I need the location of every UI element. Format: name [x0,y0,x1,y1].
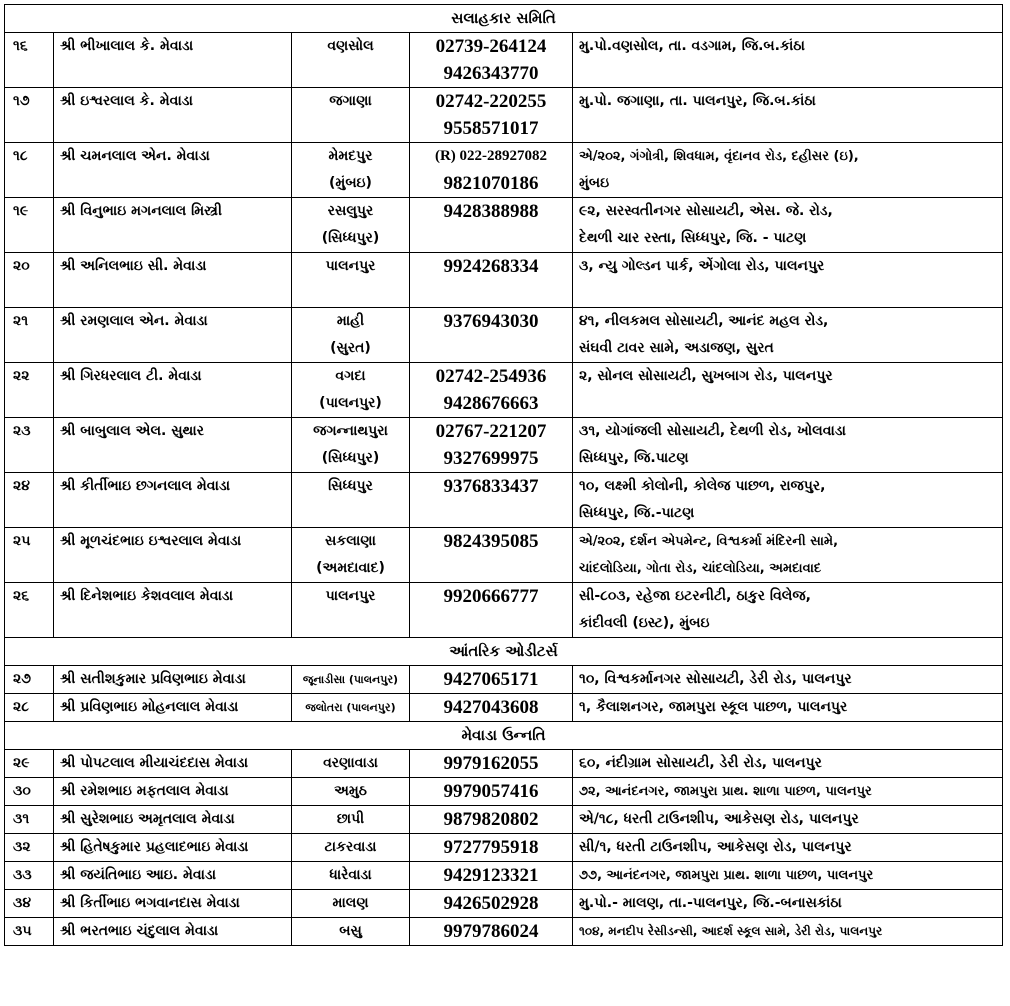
member-address-2 [573,60,1003,88]
serial-number-cont [5,610,54,638]
member-address-2: મુંબઇ [573,170,1003,198]
member-place: પાલનપુર [292,253,410,281]
table-row [5,198,1003,226]
serial-number: ૨૮ [5,694,54,722]
member-address: એ/૨૦૨, દર્શન એપમેન્ટ, વિશ્વકર્મા મંદિરની સામે, [573,528,1003,556]
member-name: શ્રી જયંતિભાઇ આઇ. મેવાડા [54,862,292,890]
member-phone: 9426502928 [410,890,573,918]
member-address: એ/૨૦૨, ગંગોત્રી, શિવધામ, વૃંદાનવ રોડ, દહીસર (ઇ), [573,143,1003,171]
member-address: મુ.પો.- માલણ, તા.-પાલનપુર, જિ.-બનાસકાંઠા [573,890,1003,918]
member-name: શ્રી ગિરધરલાલ ટી. મેવાડા [54,363,292,391]
member-phone: 9824395085 [410,528,573,556]
member-address: મુ.પો. જગાણા, તા. પાલનપુર, જિ.બ.કાંઠા [573,88,1003,116]
serial-number-cont [5,60,54,88]
member-place: જૂનાડીસા (પાલનપુર) [292,666,410,694]
serial-number: ૩૧ [5,806,54,834]
table-row [5,528,1003,556]
member-phone-2 [410,225,573,253]
member-address: ૩, ન્યુ ગોલ્ડન પાર્ક, એંગોલા રોડ, પાલનપુર [573,253,1003,281]
member-place-2: (સિધ્ધપુર) [292,225,410,253]
table-row [5,88,1003,116]
serial-number-cont [5,335,54,363]
member-place: ધારેવાડા [292,862,410,890]
member-name: શ્રી હિતેષકુમાર પ્રહલાદભાઇ મેવાડા [54,834,292,862]
serial-number: ૩૩ [5,862,54,890]
member-phone-2 [410,555,573,583]
serial-number-cont [5,115,54,143]
member-phone-2: 9558571017 [410,115,573,143]
member-address-2 [573,280,1003,308]
table-row [5,308,1003,336]
serial-number: ૩૫ [5,918,54,946]
serial-number: ૨૬ [5,583,54,611]
member-name: શ્રી કીર્તીભાઇ છગનલાલ મેવાડા [54,473,292,501]
serial-number: ૩૦ [5,778,54,806]
table-row [5,890,1003,918]
member-place: માહી [292,308,410,336]
table-row [5,170,1003,198]
table-row [5,806,1003,834]
member-phone-2: 9426343770 [410,60,573,88]
table-row [5,862,1003,890]
serial-number: ૨૭ [5,666,54,694]
member-phone-2: 9327699975 [410,445,573,473]
member-name-cont [54,335,292,363]
member-phone: 9920666777 [410,583,573,611]
member-phone: 9376833437 [410,473,573,501]
member-address: સી/૧, ધરતી ટાઉનશીપ, આકેસણ રોડ, પાલનપુર [573,834,1003,862]
table-row [5,583,1003,611]
table-row [5,500,1003,528]
member-phone: 02739-264124 [410,33,573,61]
member-place: પાલનપુર [292,583,410,611]
member-place: છાપી [292,806,410,834]
member-address: એ/૧૮, ધરતી ટાઉનશીપ, આકેસણ રોડ, પાલનપુર [573,806,1003,834]
member-place: બસુ [292,918,410,946]
section-title: આંતરિક ઓડીટર્સ [5,638,1003,666]
member-name: શ્રી ચમનલાલ એન. મેવાડા [54,143,292,171]
section-header-row [5,5,1003,33]
member-address: ૩૧, યોગાંજલી સોસાયટી, દેથળી રોડ, ખોલવાડા [573,418,1003,446]
table-row [5,33,1003,61]
member-address: ૭૨, આનંદનગર, જામપુરા પ્રાથ. શાળા પાછળ, પાલનપુર [573,778,1003,806]
table-row [5,418,1003,446]
serial-number-cont [5,390,54,418]
member-place-2 [292,115,410,143]
table-row [5,555,1003,583]
member-place: રસલુપુર [292,198,410,226]
table-row [5,253,1003,281]
member-place: ટાકરવાડા [292,834,410,862]
member-address: ૧૦, વિશ્વકર્માનગર સોસાયટી, ડેરી રોડ, પાલનપુર [573,666,1003,694]
table-row [5,143,1003,171]
member-name-cont [54,445,292,473]
member-name-cont [54,390,292,418]
member-phone: 9427065171 [410,666,573,694]
member-place: સિધ્ધપુર [292,473,410,501]
table-row [5,60,1003,88]
member-name: શ્રી રમેશભાઇ મફતલાલ મેવાડા [54,778,292,806]
member-address-2 [573,390,1003,418]
member-place: સકલાણા [292,528,410,556]
member-place-2: (અમદાવાદ) [292,555,410,583]
member-address-2: સંઘવી ટાવર સામે, અડાજણ, સુરત [573,335,1003,363]
serial-number: ૩૪ [5,890,54,918]
member-phone-2 [410,610,573,638]
member-name-cont [54,280,292,308]
member-place: વરણાવાડા [292,750,410,778]
table-row [5,834,1003,862]
table-row [5,918,1003,946]
serial-number: ૨૯ [5,750,54,778]
member-address: ૨, સોનલ સોસાયટી, સુખબાગ રોડ, પાલનપુર [573,363,1003,391]
member-address-2: કાંદીવલી (ઇસ્ટ), મુંબઇ [573,610,1003,638]
member-name: શ્રી બાબુલાલ એલ. સુથાર [54,418,292,446]
table-row [5,778,1003,806]
serial-number: ૧૬ [5,33,54,61]
member-phone-2 [410,500,573,528]
serial-number: ૨૫ [5,528,54,556]
member-phone-2 [410,280,573,308]
member-address-2: સિધ્ધપુર, જિ.પાટણ [573,445,1003,473]
member-name: શ્રી વિનુભાઇ મગનલાલ મિસ્ત્રી [54,198,292,226]
member-phone: (R) 022-28927082 [410,143,573,171]
member-name: શ્રી મૂળચંદભાઇ ઇશ્વરલાલ મેવાડા [54,528,292,556]
section-header-row [5,638,1003,666]
member-directory-table [4,4,1003,946]
member-name: શ્રી ભરતભાઇ ચંદુલાલ મેવાડા [54,918,292,946]
serial-number: ૨૦ [5,253,54,281]
member-phone: 9428388988 [410,198,573,226]
member-name: શ્રી કિર્તીભાઇ ભગવાનદાસ મેવાડા [54,890,292,918]
member-place-2 [292,610,410,638]
member-place: જલોતરા (પાલનપુર) [292,694,410,722]
table-row [5,115,1003,143]
member-phone-2 [410,335,573,363]
member-phone: 9979057416 [410,778,573,806]
table-row [5,280,1003,308]
member-name: શ્રી પોપટલાલ મીયાચંદદાસ મેવાડા [54,750,292,778]
member-name-cont [54,555,292,583]
member-place-2: (મુંબઇ) [292,170,410,198]
serial-number: ૨૨ [5,363,54,391]
member-phone: 9924268334 [410,253,573,281]
serial-number-cont [5,225,54,253]
member-phone: 9727795918 [410,834,573,862]
serial-number-cont [5,280,54,308]
serial-number: ૧૮ [5,143,54,171]
member-place-2: (સિધ્ધપુર) [292,445,410,473]
table-row [5,473,1003,501]
table-row [5,750,1003,778]
member-name: શ્રી સુરેશભાઇ અમૃતલાલ મેવાડા [54,806,292,834]
member-address: સી-૮૦૩, રહેજા ઇટરનીટી, ઠાકુર વિલેજ, [573,583,1003,611]
member-address: મુ.પો.વણસોલ, તા. વડગામ, જિ.બ.કાંઠા [573,33,1003,61]
member-place-2: (પાલનપુર) [292,390,410,418]
member-phone-2: 9428676663 [410,390,573,418]
serial-number: ૩૨ [5,834,54,862]
member-place: માલણ [292,890,410,918]
member-phone: 02742-254936 [410,363,573,391]
member-place-2: (સુરત) [292,335,410,363]
member-place: વગદા [292,363,410,391]
member-address: ૧૦, લક્ષ્મી કોલોની, કોલેજ પાછળ, રાજપુર, [573,473,1003,501]
member-place: જગાણા [292,88,410,116]
member-phone: 9979786024 [410,918,573,946]
table-row [5,694,1003,722]
table-row [5,363,1003,391]
member-name: શ્રી ઇશ્વરલાલ કે. મેવાડા [54,88,292,116]
table-row [5,610,1003,638]
member-address: ૯૨, સરસ્વતીનગર સોસાયટી, એસ. જે. રોડ, [573,198,1003,226]
member-phone: 02767-221207 [410,418,573,446]
member-address: ૪૧, નીલકમલ સોસાયટી, આનંદ મહલ રોડ, [573,308,1003,336]
member-name-cont [54,610,292,638]
serial-number-cont [5,170,54,198]
member-name: શ્રી રમણલાલ એન. મેવાડા [54,308,292,336]
member-address: ૧, કૈલાશનગર, જામપુરા સ્કૂલ પાછળ, પાલનપુર [573,694,1003,722]
serial-number-cont [5,500,54,528]
member-name: શ્રી અનિલભાઇ સી. મેવાડા [54,253,292,281]
member-name: શ્રી પ્રવિણભાઇ મોહનલાલ મેવાડા [54,694,292,722]
member-place: અમુઠ [292,778,410,806]
section-header-row [5,722,1003,750]
serial-number-cont [5,445,54,473]
section-title: મેવાડા ઉન્નતિ [5,722,1003,750]
member-phone: 9879820802 [410,806,573,834]
member-address-2 [573,115,1003,143]
member-name-cont [54,170,292,198]
table-row [5,666,1003,694]
member-place-2 [292,500,410,528]
member-name: શ્રી સતીશકુમાર પ્રવિણભાઇ મેવાડા [54,666,292,694]
section-title: સલાહકાર સમિતિ [5,5,1003,33]
serial-number: ૨૧ [5,308,54,336]
member-place: જગન્નાથપુરા [292,418,410,446]
member-name: શ્રી દિનેશભાઇ કેશવલાલ મેવાડા [54,583,292,611]
member-phone: 9427043608 [410,694,573,722]
serial-number: ૧૯ [5,198,54,226]
member-address-2: દેથળી ચાર રસ્તા, સિધ્ધપુર, જિ. - પાટણ [573,225,1003,253]
member-address: ૭૭, આનંદનગર, જામપુરા પ્રાથ. શાળા પાછળ, પાલનપુર [573,862,1003,890]
member-address: ૬૦, નંદીગ્રામ સોસાયટી, ડેરી રોડ, પાલનપુર [573,750,1003,778]
member-place: વણસોલ [292,33,410,61]
serial-number: ૨૪ [5,473,54,501]
member-place-2 [292,280,410,308]
serial-number: ૧૭ [5,88,54,116]
member-name: શ્રી ભીખાલાલ કે. મેવાડા [54,33,292,61]
member-name-cont [54,60,292,88]
member-phone: 9429123321 [410,862,573,890]
table-row [5,225,1003,253]
table-row [5,390,1003,418]
member-name-cont [54,115,292,143]
table-row [5,335,1003,363]
member-address-2: ચાંદલોડિયા, ગોતા રોડ, ચાંદલોડિયા, અમદાવાદ [573,555,1003,583]
member-name-cont [54,500,292,528]
member-phone-2: 9821070186 [410,170,573,198]
member-name-cont [54,225,292,253]
member-address: ૧૦૪, મનદીપ રેસીડન્સી, આદર્શ સ્કૂલ સામે, ડેરી રોડ, પાલનપુર [573,918,1003,946]
member-phone: 02742-220255 [410,88,573,116]
member-place-2 [292,60,410,88]
member-phone: 9979162055 [410,750,573,778]
member-phone: 9376943030 [410,308,573,336]
member-place: મેમદપુર [292,143,410,171]
member-address-2: સિધ્ધપુર, જિ.-પાટણ [573,500,1003,528]
directory-sheet [4,4,1002,946]
serial-number: ૨૩ [5,418,54,446]
table-row [5,445,1003,473]
serial-number-cont [5,555,54,583]
